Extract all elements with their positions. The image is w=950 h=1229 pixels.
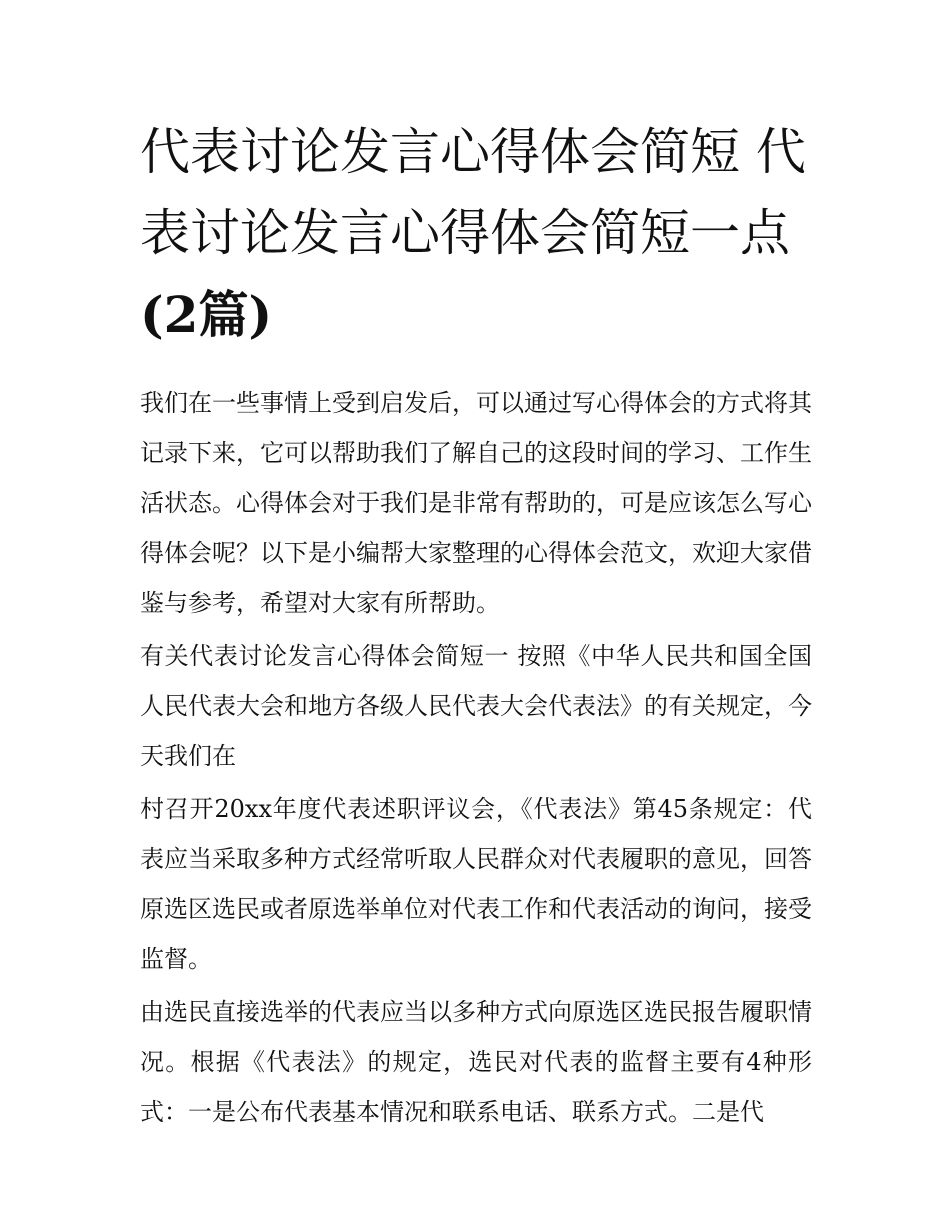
title-suffix: (2篇) xyxy=(140,285,273,344)
body-paragraph-2: 村召开20xx年度代表述职评议会，《代表法》第45条规定：代表应当采取多种方式经常听取人民群众对代表履职的意见，回答原选区选民或者原选举单位对代表工作和代表活动的询问，接受监督。 xyxy=(140,795,812,973)
title-line-2: 表讨论发言心得体会简短一点 xyxy=(140,204,790,262)
document-page xyxy=(140,112,812,1140)
body-paragraph-1: 有关代表讨论发言心得体会简短一 按照《中华人民共和国全国人民代表大会和地方各级人民代表大会代表法》的有关规定，今天我们在 xyxy=(140,642,812,770)
document-title xyxy=(140,112,812,356)
intro-paragraph: 我们在一些事情上受到启发后，可以通过写心得体会的方式将其记录下来，它可以帮助我们了解自己的这段时间的学习、工作生活状态。心得体会对于我们是非常有帮助的，可是应该怎么写心得体会呢？以下是小编帮大家整理的心得体会范文，欢迎大家借鉴与参考，希望对大家有所帮助。 xyxy=(140,389,812,617)
title-line-1: 代表讨论发言心得体会简短 代 xyxy=(140,123,806,181)
body-paragraph-3: 由选民直接选举的代表应当以多种方式向原选区选民报告履职情况。根据《代表法》的规定，选民对代表的监督主要有4种形式：一是公布代表基本情况和联系电话、联系方式。二是代 xyxy=(140,998,812,1126)
